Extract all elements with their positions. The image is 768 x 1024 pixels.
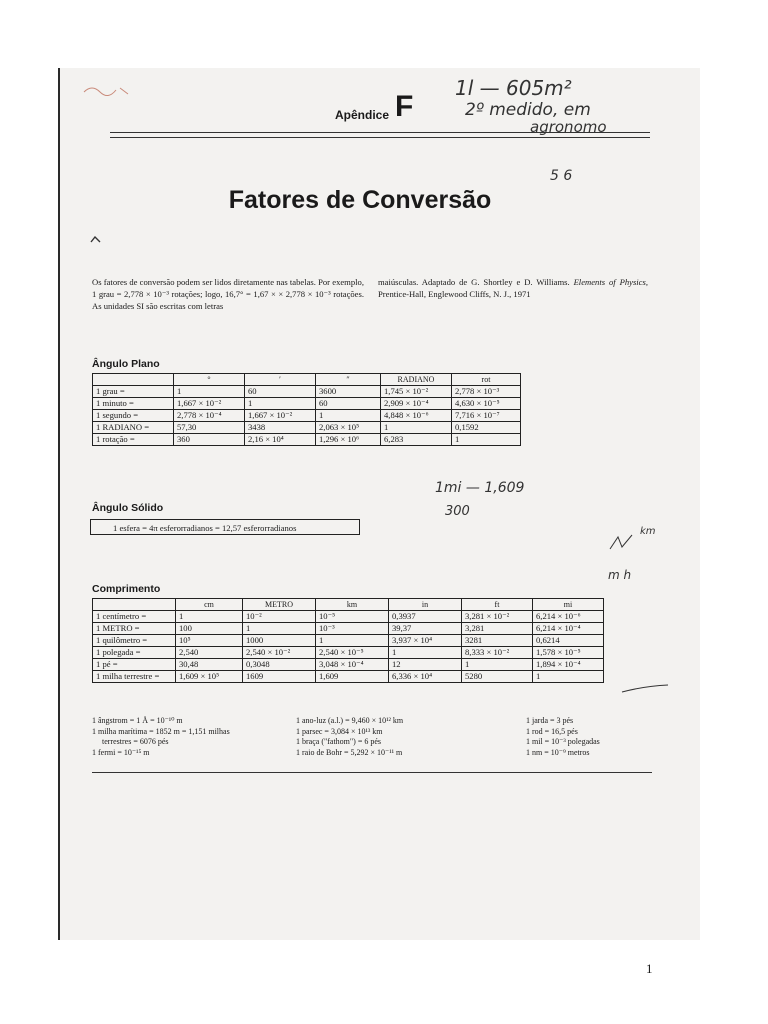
pen-mark-icon (90, 236, 102, 244)
table-row (93, 635, 604, 647)
table-cell: 360 (174, 434, 245, 446)
table-cell: 1 (452, 434, 521, 446)
row-label: 1 minuto = (93, 398, 174, 410)
header-cell: in (389, 599, 462, 611)
intro-right-end: , Prentice-Hall, Englewood Cliffs, N. J., 1971 (378, 277, 648, 299)
table-cell: 3,048 × 10⁻⁴ (316, 659, 389, 671)
header-cell: ′ (245, 374, 316, 386)
handwritten-unit-note: m h (608, 568, 632, 582)
table-header-row (93, 599, 604, 611)
note-line: 1 nm = 10⁻⁹ metros (526, 747, 590, 757)
row-label: 1 pé = (93, 659, 176, 671)
handwritten-area-note: 1l — 605m² (455, 76, 572, 100)
table-cell: 2,540 × 10⁻² (243, 647, 316, 659)
table-cell: 57,30 (174, 422, 245, 434)
handwritten-note-line2: 2º medido, em (465, 100, 591, 120)
table-cell: 1 (389, 647, 462, 659)
table-cell: 10⁻³ (316, 623, 389, 635)
table-cell: 1,894 × 10⁻⁴ (533, 659, 604, 671)
table-row (93, 611, 604, 623)
row-label: 1 grau = (93, 386, 174, 398)
table-cell: 8,333 × 10⁻² (462, 647, 533, 659)
table-cell: 1,609 (316, 671, 389, 683)
handwritten-note-line3: agronomo (530, 118, 607, 136)
comprimento-table (92, 598, 604, 683)
solid-angle-box: 1 esfera = 4π esferorradianos = 12,57 esferorradianos (90, 519, 360, 535)
row-label: 1 quilômetro = (93, 635, 176, 647)
angulo-plano-table (92, 373, 521, 446)
row-label: 1 polegada = (93, 647, 176, 659)
table-cell: 3,281 (462, 623, 533, 635)
table-cell: 60 (245, 386, 316, 398)
table-cell: 1 (316, 635, 389, 647)
note-line: 1 mil = 10⁻³ polegadas (526, 737, 600, 746)
table-cell: 1 (462, 659, 533, 671)
header-cell: km (316, 599, 389, 611)
table-cell: 3600 (316, 386, 381, 398)
table-cell: 6,214 × 10⁻⁴ (533, 623, 604, 635)
table-cell: 3438 (245, 422, 316, 434)
table-cell: 1 (533, 671, 604, 683)
table-header-row (93, 374, 521, 386)
header-cell: RADIANO (381, 374, 452, 386)
table-row (93, 671, 604, 683)
table-cell: 1,578 × 10⁻⁵ (533, 647, 604, 659)
row-label: 1 rotação = (93, 434, 174, 446)
intro-left: Os fatores de conversão podem ser lidos diretamente nas tabelas. Por exemplo, 1 grau = 2,778 × 10⁻³ rotações; logo, 16,7° = 1,67 × × 2,778 × 10⁻³ rotações. As unidades SI são escritas com letras (92, 277, 364, 311)
header-cell (93, 599, 176, 611)
note-line: 1 fermi = 10⁻¹⁵ m (92, 747, 150, 757)
page-title: Fatores de Conversão (228, 186, 492, 214)
header-rule-bottom (110, 137, 650, 138)
section-angulo-solido: Ângulo Sólido (92, 502, 164, 514)
note-line: 1 jarda = 3 pés (526, 716, 574, 725)
note-line: 1 milha marítima = 1852 m = 1,151 milhas (92, 726, 230, 736)
table-cell: 60 (316, 398, 381, 410)
table-cell: 2,778 × 10⁻⁴ (174, 410, 245, 422)
header-cell: rot (452, 374, 521, 386)
table-cell: 0,3937 (389, 611, 462, 623)
section-comprimento: Comprimento (92, 583, 161, 595)
table-cell: 0,1592 (452, 422, 521, 434)
table-cell: 0,3048 (243, 659, 316, 671)
table-cell: 3281 (462, 635, 533, 647)
table-cell: 1,609 × 10⁵ (176, 671, 243, 683)
handwritten-check-icon (608, 533, 638, 555)
table-cell: 2,540 × 10⁻⁵ (316, 647, 389, 659)
corner-scribble-icon (80, 80, 140, 100)
table-row (93, 623, 604, 635)
notes-col1 (92, 716, 230, 758)
table-cell: 3,281 × 10⁻² (462, 611, 533, 623)
table-cell: 4,848 × 10⁻⁶ (381, 410, 452, 422)
row-label: 1 RADIANO = (93, 422, 174, 434)
table-row (93, 434, 521, 446)
header-cell: ° (174, 374, 245, 386)
table-cell: 5280 (462, 671, 533, 683)
table-cell: 2,16 × 10⁴ (245, 434, 316, 446)
handwritten-km: km (640, 526, 656, 537)
table-cell: 2,540 (176, 647, 243, 659)
table-cell: 2,063 × 10⁵ (316, 422, 381, 434)
table-cell: 7,716 × 10⁻⁷ (452, 410, 521, 422)
table-cell: 3,937 × 10⁴ (389, 635, 462, 647)
table-cell: 1,745 × 10⁻² (381, 386, 452, 398)
table-cell: 1 (381, 422, 452, 434)
note-line: 1 ângstrom = 1 Å = 10⁻¹⁰ m (92, 716, 183, 725)
table-cell: 1,667 × 10⁻² (245, 410, 316, 422)
header-cell: ft (462, 599, 533, 611)
table-cell: 1,667 × 10⁻² (174, 398, 245, 410)
note-line: 1 braça ("fathom") = 6 pés (296, 737, 382, 746)
header-cell: ″ (316, 374, 381, 386)
table-cell: 0,6214 (533, 635, 604, 647)
header-cell: METRO (243, 599, 316, 611)
notes-col3 (526, 716, 600, 758)
note-line: terrestres = 6076 pés (102, 737, 169, 746)
row-label: 1 segundo = (93, 410, 174, 422)
handwritten-number: 300 (445, 504, 470, 519)
book-title: Elements of Physics (573, 277, 646, 287)
table-cell: 1,296 × 10⁶ (316, 434, 381, 446)
table-cell: 1000 (243, 635, 316, 647)
table-cell: 30,48 (176, 659, 243, 671)
table-cell: 1 (176, 611, 243, 623)
table-cell: 100 (176, 623, 243, 635)
scanned-page (58, 68, 700, 940)
handwritten-stroke-icon (620, 682, 670, 696)
section-end-rule (92, 772, 652, 773)
note-line: 1 raio de Bohr = 5,292 × 10⁻¹¹ m (296, 747, 403, 757)
handwritten-page-mark: 5 6 (550, 168, 573, 184)
intro-right-text: maiúsculas. Adaptado de G. Shortley e D. Williams. (378, 277, 574, 287)
page-number: 1 (646, 961, 653, 976)
row-label: 1 centímetro = (93, 611, 176, 623)
handwritten-mile-note: 1mi — 1,609 (435, 480, 525, 496)
table-cell: 1 (243, 623, 316, 635)
table-row (93, 659, 604, 671)
table-cell: 2,778 × 10⁻³ (452, 386, 521, 398)
header-cell: cm (176, 599, 243, 611)
table-cell: 10⁻² (243, 611, 316, 623)
table-cell: 6,283 (381, 434, 452, 446)
table-cell: 1 (174, 386, 245, 398)
note-line: 1 rod = 16,5 pés (526, 726, 578, 736)
table-cell: 10⁵ (176, 635, 243, 647)
table-cell: 1 (245, 398, 316, 410)
table-cell: 39,37 (389, 623, 462, 635)
header-cell (93, 374, 174, 386)
header-cell: mi (533, 599, 604, 611)
appendix-letter: F (395, 90, 414, 123)
table-row (93, 386, 521, 398)
note-line: 1 parsec = 3,084 × 10¹³ km (296, 726, 383, 736)
table-cell: 6,336 × 10⁴ (389, 671, 462, 683)
table-row (93, 410, 521, 422)
table-cell: 2,909 × 10⁻⁴ (381, 398, 452, 410)
table-row (93, 422, 521, 434)
note-line: 1 ano-luz (a.l.) = 9,460 × 10¹² km (296, 716, 404, 725)
intro-right (378, 276, 648, 300)
table-cell: 12 (389, 659, 462, 671)
row-label: 1 milha terrestre = (93, 671, 176, 683)
table-cell: 10⁻⁵ (316, 611, 389, 623)
table-row (93, 647, 604, 659)
table-cell: 4,630 × 10⁻⁵ (452, 398, 521, 410)
table-row (93, 398, 521, 410)
table-cell: 6,214 × 10⁻⁶ (533, 611, 604, 623)
appendix-label: Apêndice (335, 108, 390, 122)
section-angulo-plano: Ângulo Plano (92, 358, 160, 370)
notes-col2 (296, 716, 403, 758)
row-label: 1 METRO = (93, 623, 176, 635)
table-cell: 1609 (243, 671, 316, 683)
table-cell: 1 (316, 410, 381, 422)
